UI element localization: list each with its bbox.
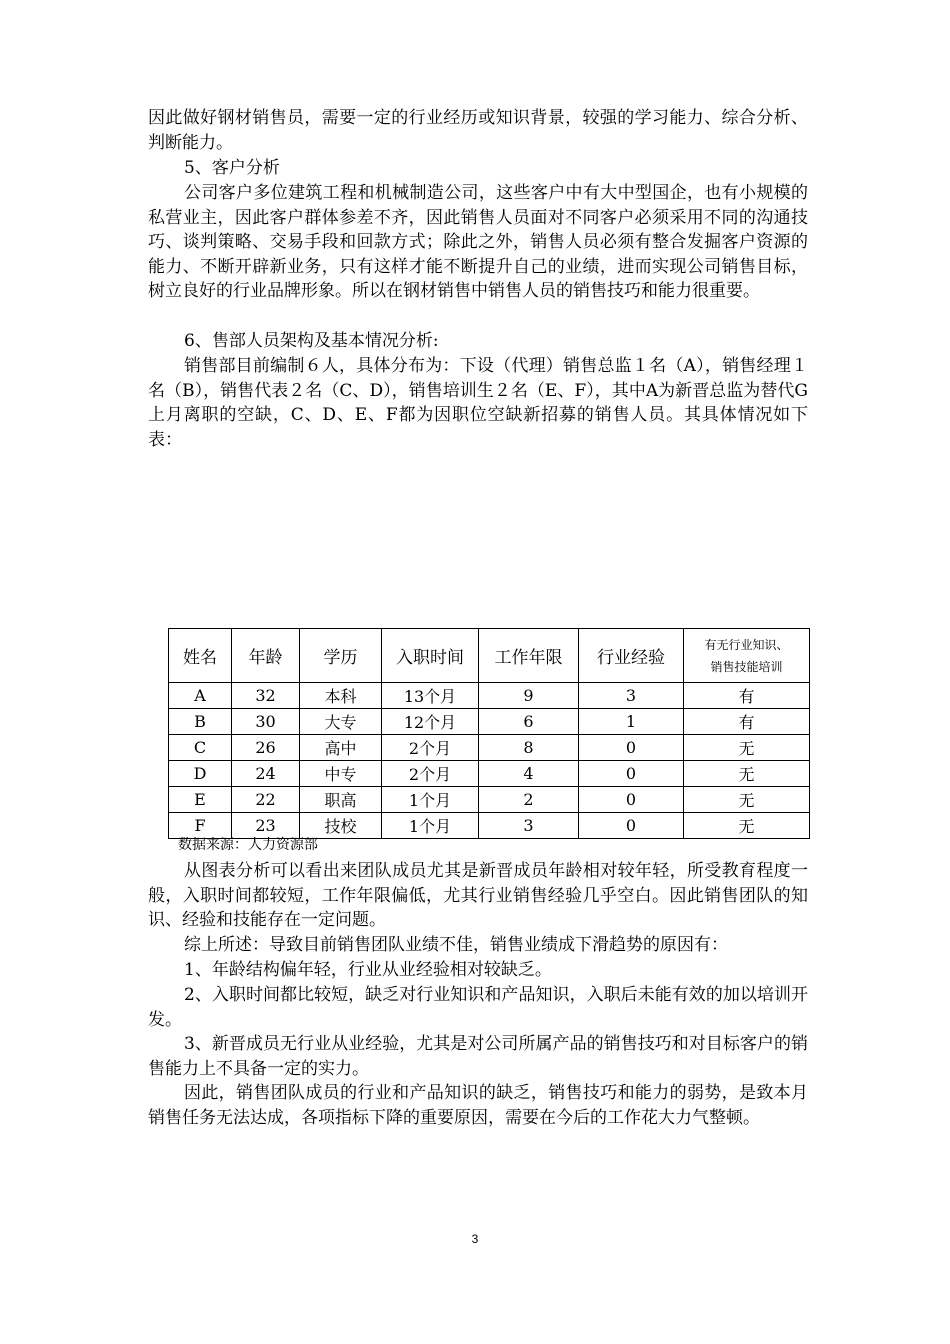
cell-name: C [169,735,232,761]
cell-age: 24 [232,761,300,787]
paragraph-conclusion: 因此，销售团队成员的行业和产品知识的缺乏，销售技巧和能力的弱势，是致本月销售任务无法达成，各项指标下降的重要原因，需要在今后的工作花大力气整顿。 [148,1083,808,1128]
cell-age: 23 [232,813,300,839]
header-work-years: 工作年限 [479,629,579,683]
paragraph-summary: 综上所述：导致目前销售团队业绩不佳，销售业绩成下滑趋势的原因有： [184,935,728,955]
cell-work-years: 8 [479,735,579,761]
cell-hire-time: 13个月 [382,683,479,709]
cell-industry-experience: 0 [579,761,684,787]
table-row [169,709,810,735]
table-header-row [169,629,810,683]
staff-table [168,628,810,839]
header-education: 学历 [300,629,382,683]
paragraph-intro: 因此做好钢材销售员，需要一定的行业经历或知识背景，较强的学习能力、综合分析、判断能力。 [148,108,808,153]
paragraph-customer-analysis: 公司客户多位建筑工程和机械制造公司，这些客户中有大中型国企，也有小规模的私营业主，因此客户群体参差不齐，因此销售人员面对不同客户必须采用不同的沟通技巧、谈判策略、交易手段和回款方式；除此之外，销售人员必须有整合发掘客户资源的能力、不断开辟新业务，只有这样才能不断提升自己的业绩，进而实现公司销售目标，树立良好的行业品牌形象。所以在钢材销售中销售人员的销售技巧和能力很重要。 [148,183,808,301]
table-row [169,683,810,709]
cell-training: 有 [684,683,810,709]
cell-industry-experience: 0 [579,735,684,761]
cell-industry-experience: 1 [579,709,684,735]
cell-education: 中专 [300,761,382,787]
paragraph-staff-overview: 销售部目前编制６人，具体分布为：下设（代理）销售总监１名（A），销售经理１名（B），销售代表２名（C、D），销售培训生２名（E、F），其中A为新晋总监为替代G上月离职的空缺，C、D、E、F都为因职位空缺新招募的销售人员。其具体情况如下表： [148,356,808,450]
cell-education: 大专 [300,709,382,735]
table-source-note: 数据来源：人力资源部 [178,837,318,853]
cell-work-years: 4 [479,761,579,787]
paragraph-chart-analysis: 从图表分析可以看出来团队成员尤其是新晋成员年龄相对较年轻，所受教育程度一般，入职时间都较短，工作年限偏低，尤其行业销售经验几乎空白。因此销售团队的知识、经验和技能存在一定问题。 [148,861,808,930]
cell-education: 职高 [300,787,382,813]
cell-industry-experience: 0 [579,813,684,839]
header-name: 姓名 [169,629,232,683]
cell-training: 无 [684,735,810,761]
cell-age: 26 [232,735,300,761]
table-row [169,787,810,813]
section-heading-customer: 5、客户分析 [184,158,280,178]
header-training-line2: 销售技能培训 [710,659,783,674]
cell-work-years: 3 [479,813,579,839]
cell-industry-experience: 3 [579,683,684,709]
cell-age: 22 [232,787,300,813]
cell-training: 无 [684,813,810,839]
table-row [169,735,810,761]
cell-education: 技校 [300,813,382,839]
header-hire-time: 入职时间 [382,629,479,683]
cell-education: 本科 [300,683,382,709]
cell-training: 无 [684,761,810,787]
cell-age: 30 [232,709,300,735]
cell-work-years: 6 [479,709,579,735]
cell-name: B [169,709,232,735]
reason-item-1: 1、年龄结构偏年轻，行业从业经验相对较缺乏。 [184,960,552,980]
section-heading-staff: 6、售部人员架构及基本情况分析: [184,331,439,351]
cell-education: 高中 [300,735,382,761]
cell-work-years: 9 [479,683,579,709]
table-row [169,761,810,787]
cell-name: D [169,761,232,787]
cell-name: F [169,813,232,839]
header-industry-experience: 行业经验 [579,629,684,683]
cell-hire-time: 2个月 [382,735,479,761]
cell-hire-time: 1个月 [382,813,479,839]
header-training [684,629,810,683]
cell-hire-time: 1个月 [382,787,479,813]
cell-hire-time: 12个月 [382,709,479,735]
page-number: 3 [471,1232,479,1246]
reason-item-3: 3、新晋成员无行业从业经验，尤其是对公司所属产品的销售技巧和对目标客户的销售能力上不具备一定的实力。 [148,1034,808,1079]
cell-industry-experience: 0 [579,787,684,813]
header-age: 年龄 [232,629,300,683]
cell-age: 32 [232,683,300,709]
header-training-line1: 有无行业知识、 [704,637,789,652]
reason-item-2: 2、入职时间都比较短，缺乏对行业知识和产品知识，入职后未能有效的加以培训开发。 [148,985,808,1030]
cell-training: 有 [684,709,810,735]
cell-work-years: 2 [479,787,579,813]
cell-name: E [169,787,232,813]
cell-name: A [169,683,232,709]
cell-training: 无 [684,787,810,813]
cell-hire-time: 2个月 [382,761,479,787]
